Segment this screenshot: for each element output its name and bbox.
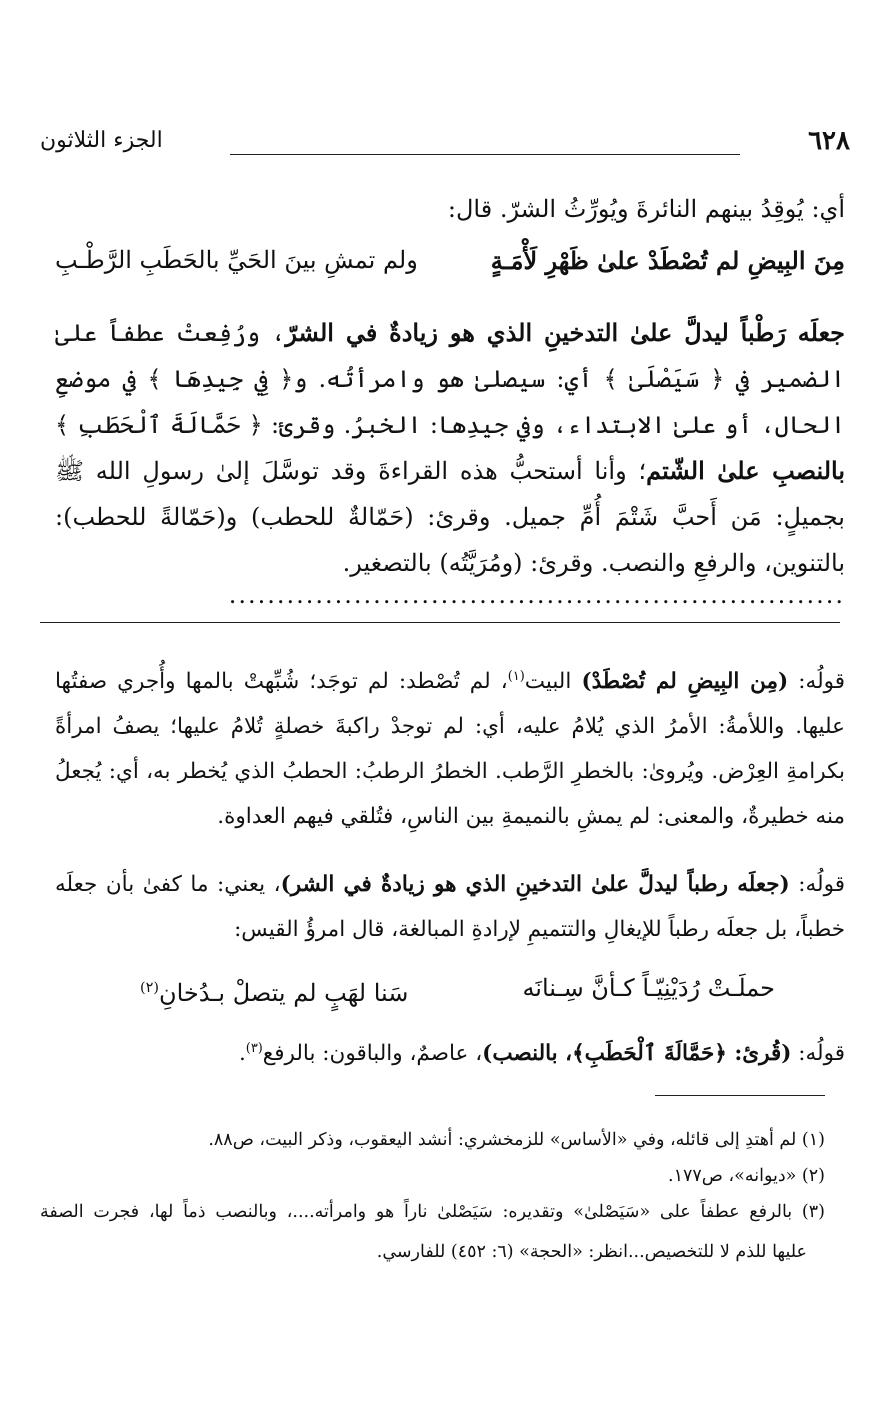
comm-seg: (مِن البِيضِ لم تُصْطَدْ) (581, 669, 789, 695)
header-rule (230, 154, 740, 155)
comm-seg: قولُه: (788, 669, 845, 695)
page-number: ٦٢٨ (808, 126, 850, 156)
comm-seg: ، لم تُصْطد: لم توجَد؛ شُبِّهتْ بالمها وأُجري صفتُها عليها. واللأمةُ: الأمرُ الذي يُلامُ عليه، أي: لم توجدْ راكبةَ خصلةٍ تُلامُ عليها؛ يصفُ امرأةً بكرامةِ العِرْض. ويُروىٰ: بالخطرِ الرَّطب. الخطرُ الرطبُ: الحطبُ الذي يُخطر به، أي: يُجعلُ منه خطيرةٌ، والمعنى: لم يمشِ بالنميمةِ بين الناسِ، فتُلقي فيهم العداوة. (55, 669, 845, 830)
commentary-paragraph-2 (55, 862, 845, 952)
main-separator (40, 622, 840, 623)
footnote-2: (٢) «ديوانه»، ص١٧٧. (667, 1166, 825, 1186)
comm-seg: البيت (524, 669, 582, 695)
part-title: الجزء الثلاثون (40, 128, 163, 153)
comm-seg: ، عاصمٌ، والباقون: بالرفع (262, 1041, 483, 1067)
main-para-seg: ؛ وأنا أستحبُّ هذه القراءةَ وقد توسَّلَ إلىٰ رسولِ الله ﷺ بجميلٍ: مَن أَحبَّ شَتْمَ أُمِّ جميل. وقرئ: (حَمّالةٌ للحطب) و(حَمّالةً للحطب): بالتنوين، والرفعِ والنصب. وقرئ: (ومُرَيَّتُه) بالتصغير. (55, 457, 845, 577)
footnote-ref: (١) (507, 669, 525, 684)
comm-seg: . (238, 1041, 246, 1067)
main-dots-line (55, 572, 845, 612)
footnote-separator (655, 1095, 825, 1096)
main-para-seg: جعلَه رَطْباً ليدلَّ علىٰ التدخينِ الذي هو زيادةٌ في الشرّ (285, 318, 845, 347)
comm-seg: قولُه: (789, 872, 845, 897)
comm-seg: قولُه: (791, 1041, 845, 1067)
comm-seg: (جعلَه رطباً ليدلَّ علىٰ التدخينِ الذي هو زيادةٌ في الشر) (280, 872, 790, 897)
commentary-paragraph-3 (55, 1026, 845, 1076)
comm-seg: (قُرئ: ﴿حَمَّالَةَ ٱلْحَطَبِ﴾، بالنصب) (482, 1041, 792, 1067)
footnote-3-line-1: (٣) بالرفع عطفاً على «سَيَصْلىٰ» وتقديره: سَيَصْلىٰ ناراً هو وامرأته....، وبالنصب ذماً لها، فجرت الصفة (40, 1202, 825, 1222)
main-para-seg: بالنصبِ علىٰ الشّتم (646, 456, 846, 485)
main-para-seg: ، ورُفِعتْ عطفاً علىٰ الضمير في ﴿ سَيَصْلَىٰ ﴾ أي: سيصلىٰ هو وامرأتُه. و﴿ فِي جِيدِهَا ﴾ في موضعِ الحال، أو علىٰ الابتداء، وفي جيدِها: الخبرُ. وقرئ: ﴿ حَمَّالَةَ ٱلْحَطَبِ ﴾ (55, 319, 845, 439)
verse-1-hemistich-2: ولم تمشِ بينَ الحَيِّ بالحَطَبِ الرَّطْـبِ (55, 246, 418, 274)
commentary-paragraph-1 (55, 654, 845, 839)
verse-2-hemistich-2 (140, 966, 408, 1016)
footnote-ref: (٣) (245, 1041, 263, 1056)
verse-2-hemistich-2-text: سَنا لهَبٍ لم يتصلْ بـدُخانِ (158, 979, 409, 1007)
footnote-ref: (٢) (140, 980, 159, 996)
footnote-1: (١) لم أهتدِ إلى قائله، وفي «الأساس» للزمخشري: أنشد اليعقوب، وذكر البيت، ص٨٨. (208, 1130, 825, 1150)
footnote-3-line-2: عليها للذم لا للتخصيص...انظر: «الحجة» (٦: ٤٥٢) للفارسي. (376, 1242, 807, 1262)
page-header (40, 126, 850, 170)
verse-1-hemistich-1: مِنَ البِيضِ لم تُصْطَدْ علىٰ ظَهْرِ لَأْمَـةٍ (490, 246, 845, 275)
comm-seg: ، يعني: ما كفىٰ بأن جعلَه خطباً، بل جعلَه رطباً للإيغالِ والتتميمِ لإرادةِ المبالغة، قال امرؤُ القيس: (55, 872, 845, 942)
main-paragraph (55, 310, 845, 586)
verse-2 (55, 966, 845, 1012)
verse-2-hemistich-1: حملَـتْ رُدَيْنِيّـاً كـأنَّ سِـنانَه (522, 974, 775, 1002)
ellipsis-dots: ................................................................ (228, 581, 845, 609)
main-intro: أي: يُوقِدُ بينهم النائرةَ ويُورِّثُ الشرّ. قال: (447, 195, 845, 223)
